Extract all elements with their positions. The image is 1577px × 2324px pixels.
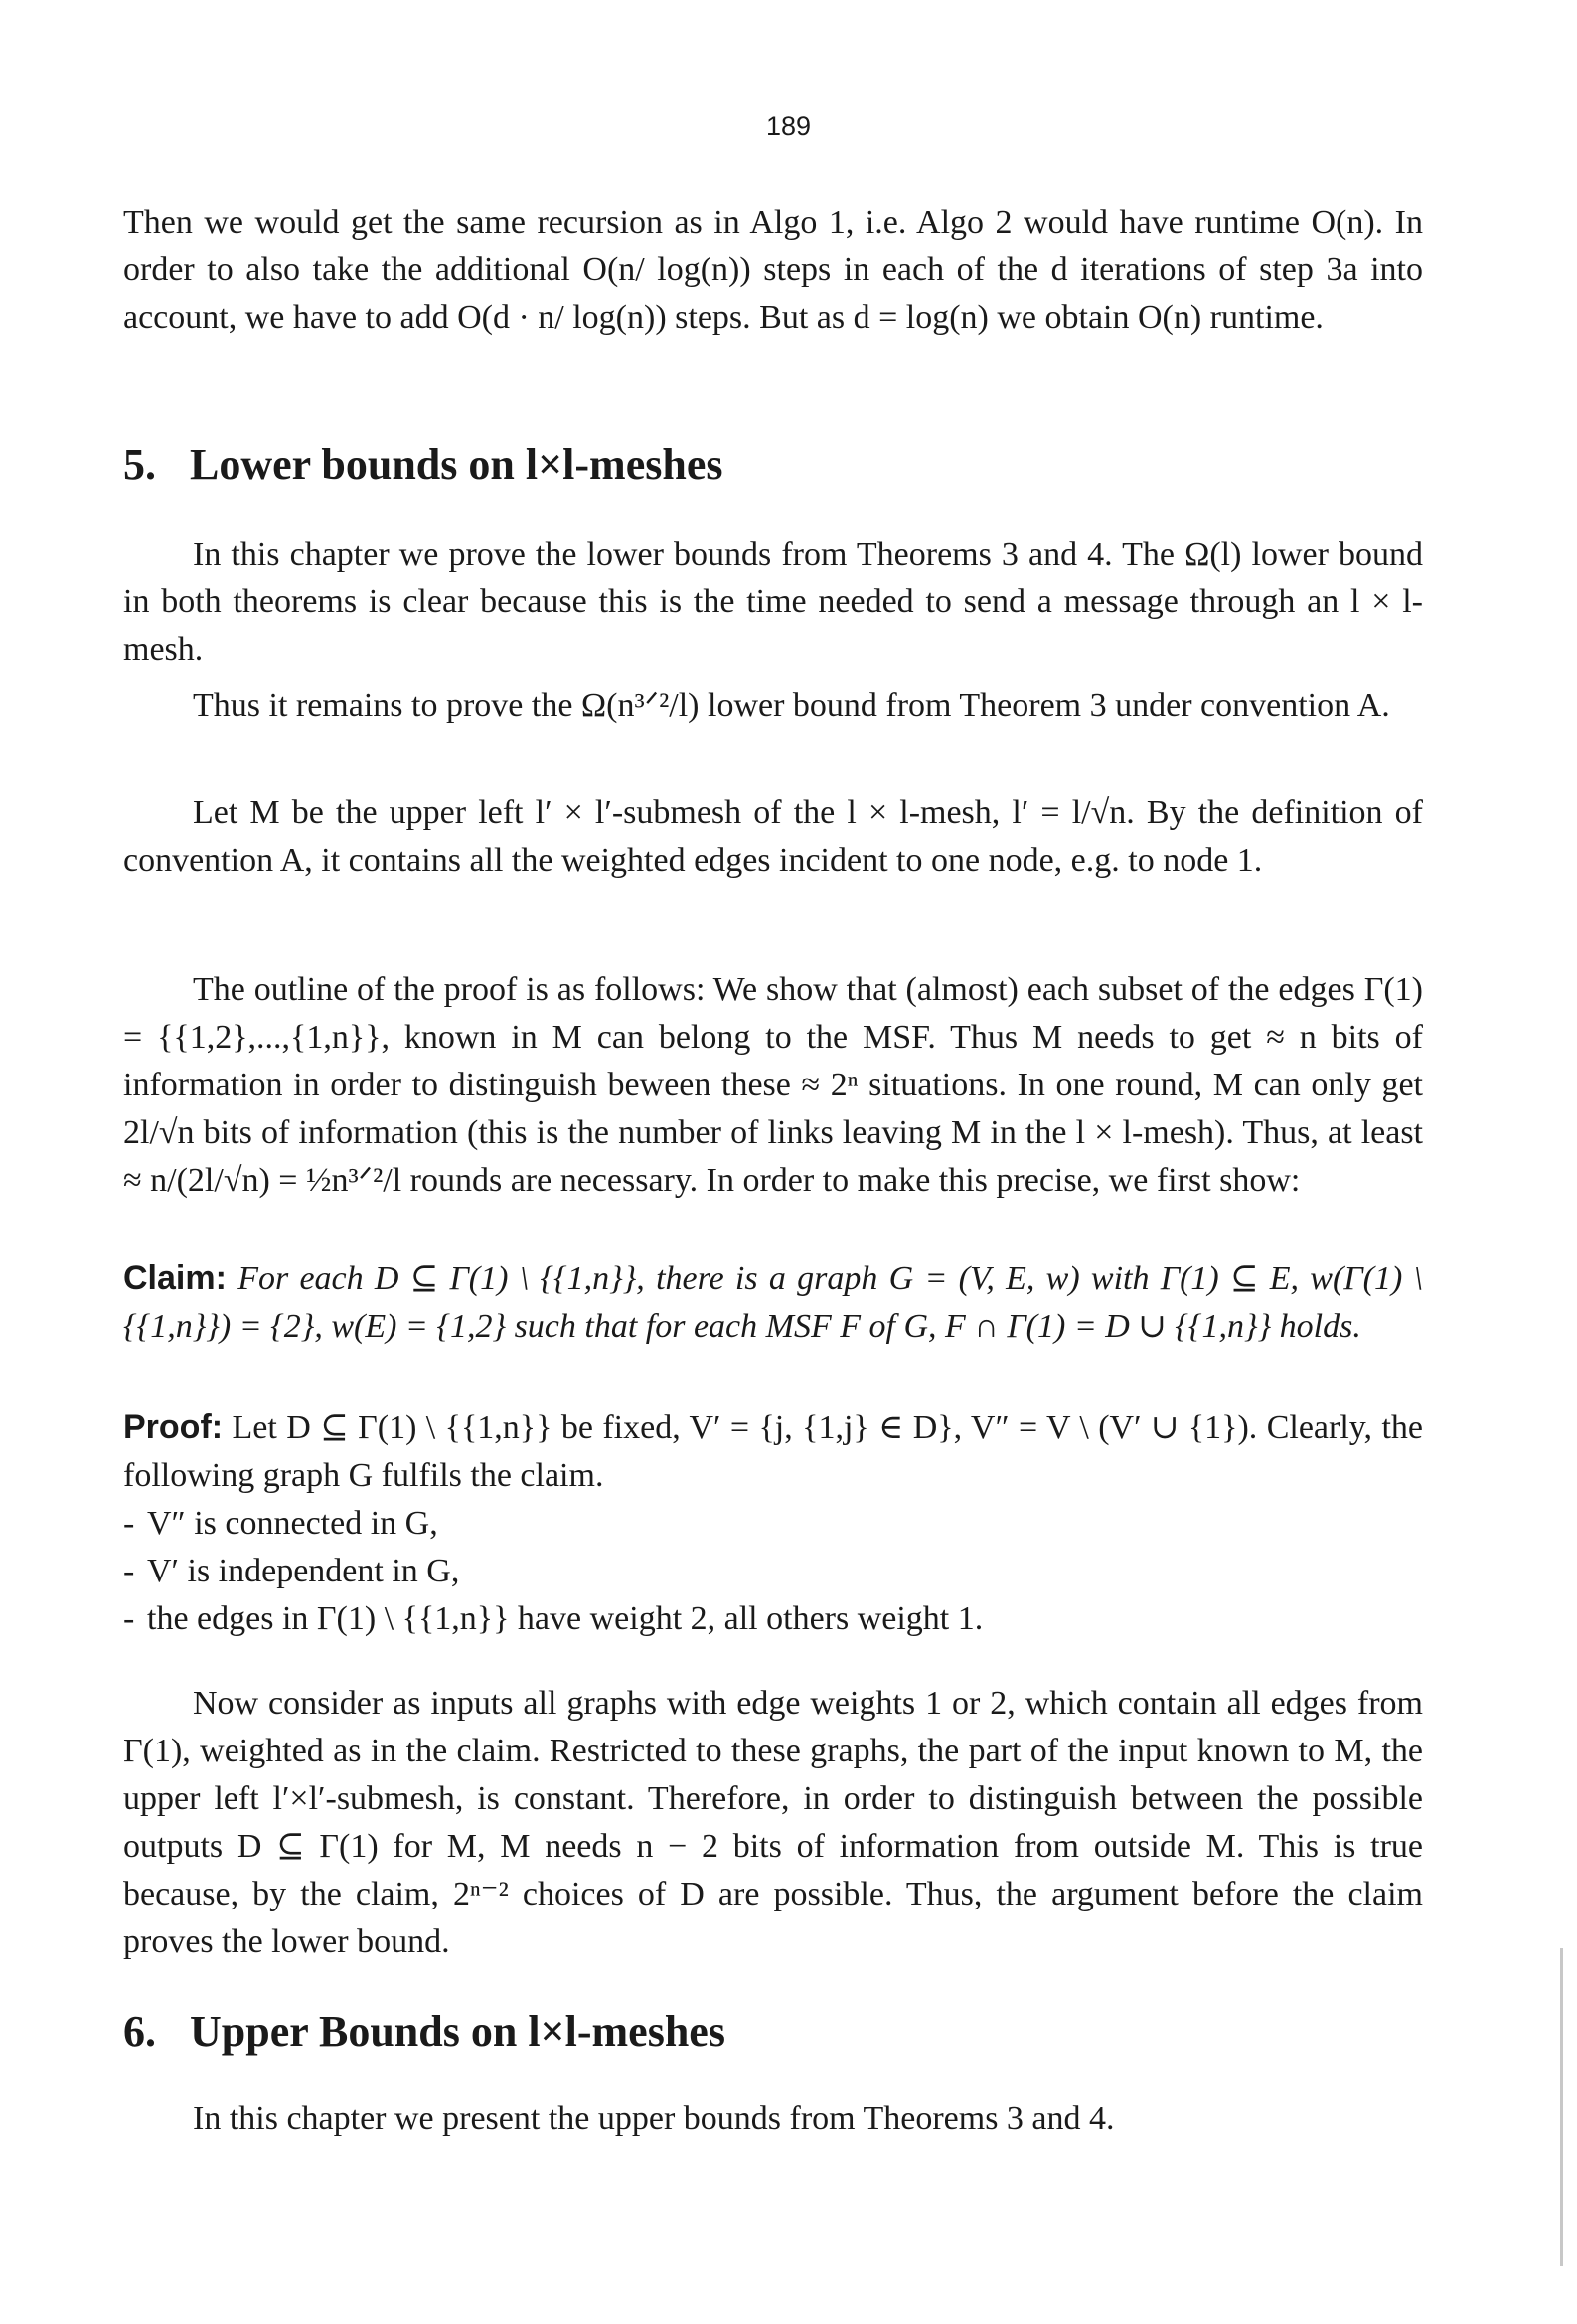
- proof-list: [123, 1500, 1423, 1643]
- claim-label: Claim:: [123, 1259, 227, 1297]
- claim-text: For each D ⊆ Γ(1) \ {{1,n}}, there is a graph G = (V, E, w) with Γ(1) ⊆ E, w(Γ(1) \ {{1,n}}) = {2}, w(E) = {1,2} such that for each MSF F of G, F ∩ Γ(1) = D ∪ {{1,n}} holds.: [123, 1260, 1423, 1345]
- section-5-p3-block: [123, 789, 1423, 885]
- section-5-heading: [123, 437, 1423, 493]
- section-6-number: 6.: [123, 2007, 156, 2056]
- list-item: - V″ is connected in G,: [123, 1505, 438, 1542]
- section-5-p1-block: [123, 531, 1423, 674]
- section-5-paragraph-2: Thus it remains to prove the Ω(n³ᐟ²/l) lower bound from Theorem 3 under convention A.: [193, 687, 1390, 724]
- section-5-p2-block: [123, 682, 1423, 730]
- section-5-p4-block: [123, 966, 1423, 1205]
- section-5-paragraph-5: Now consider as inputs all graphs with edge weights 1 or 2, which contain all edges from Γ(1), weighted as in the claim. Restricted to these graphs, the part of the input known to M, the upper left l′×l′-submesh, is constant. Therefore, in order to distinguish between the possible outputs D ⊆ Γ(1) for M, M needs n − 2 bits of information from outside M. This is true because, by the claim, 2ⁿ⁻² choices of D are possible. Thus, the argument before the claim proves the lower bound.: [123, 1685, 1423, 1960]
- proof-label: Proof:: [123, 1409, 224, 1446]
- page-number: 189: [765, 111, 812, 141]
- section-6-title: Upper Bounds on l×l-meshes: [190, 2007, 725, 2056]
- section-5-p5-block: [123, 1680, 1423, 1966]
- section-6-paragraph-1: In this chapter we present the upper bounds from Theorems 3 and 4.: [193, 2100, 1115, 2137]
- section-5-title: Lower bounds on l×l-meshes: [190, 440, 723, 489]
- claim-block: [123, 1254, 1423, 1351]
- section-5-paragraph-3: Let M be the upper left l′ × l′-submesh of the l × l-mesh, l′ = l/√n. By the definition of convention A, it contains all the weighted edges incident to one node, e.g. to node 1.: [123, 794, 1423, 879]
- section-5-paragraph-1: In this chapter we prove the lower bounds from Theorems 3 and 4. The Ω(l) lower bound in both theorems is clear because this is the time needed to send a message through an l × l-mesh.: [123, 536, 1423, 668]
- list-item: - the edges in Γ(1) \ {{1,n}} have weight 2, all others weight 1.: [123, 1600, 984, 1637]
- list-item: - V′ is independent in G,: [123, 1553, 460, 1589]
- intro-paragraph: Then we would get the same recursion as in Algo 1, i.e. Algo 2 would have runtime O(n). In order to also take the additional O(n/ log(n)) steps in each of the d iterations of step 3a into account, we have to add O(d · n/ log(n)) steps. But as d = log(n) we obtain O(n) runtime.: [123, 204, 1423, 336]
- proof-text: Let D ⊆ Γ(1) \ {{1,n}} be fixed, V′ = {j, {1,j} ∈ D}, V″ = V \ (V′ ∪ {1}). Clearly, the following graph G fulfils the claim.: [123, 1410, 1424, 1494]
- intro-paragraph-block: [123, 199, 1423, 342]
- section-6-p1-block: [123, 2095, 1423, 2143]
- section-5-number: 5.: [123, 440, 156, 489]
- proof-block: [123, 1404, 1423, 1643]
- section-6-heading: [123, 2004, 1423, 2060]
- section-5-paragraph-4: The outline of the proof is as follows: We show that (almost) each subset of the edges Γ(1) = {{1,2},...,{1,n}}, known in M can belong to the MSF. Thus M needs to get ≈ n bits of information in order to distinguish beween these ≈ 2ⁿ situations. In one round, M can only get 2l/√n bits of information (this is the number of links leaving M in the l × l-mesh). Thus, at least ≈ n/(2l/√n) = ½n³ᐟ²/l rounds are necessary. In order to make this precise, we first show:: [123, 971, 1423, 1199]
- scan-edge-artifact: [1560, 1948, 1563, 2266]
